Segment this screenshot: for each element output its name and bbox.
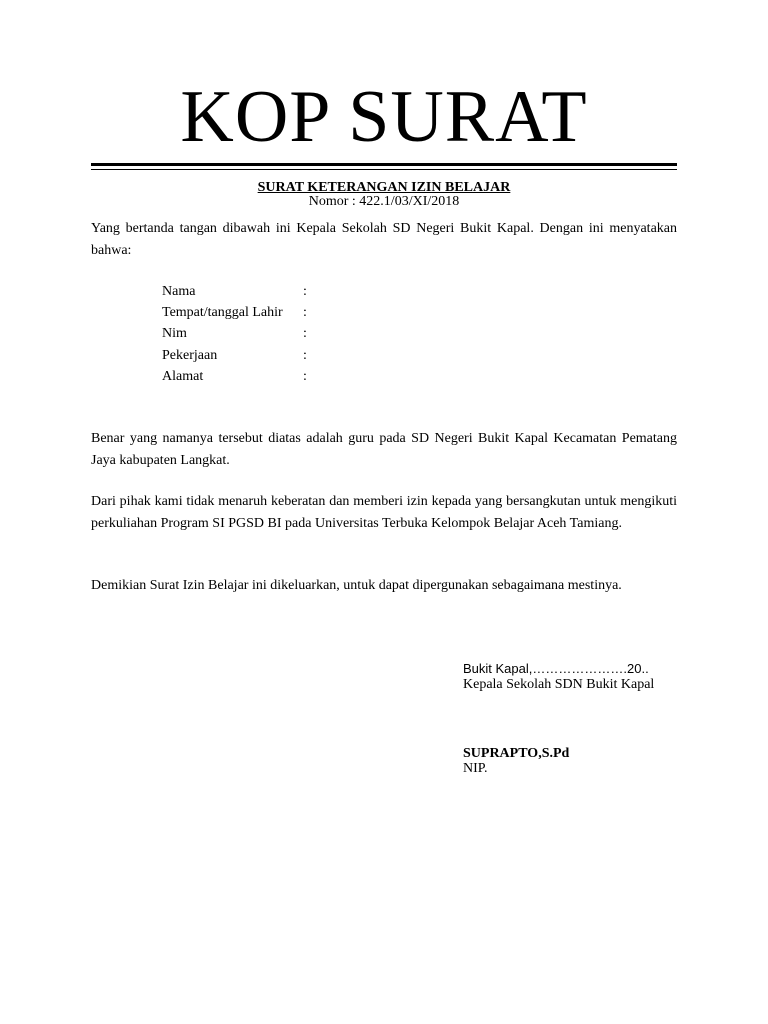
signatory-nip: NIP. xyxy=(463,761,488,776)
field-label: Tempat/tanggal Lahir xyxy=(162,305,283,321)
closing-paragraph: Demikian Surat Izin Belajar ini dikeluarkan, untuk dapat dipergunakan sebagaimana mestinya. xyxy=(91,578,622,593)
field-row-tempat-tanggal-lahir xyxy=(162,302,323,323)
letterhead-title: KOP SURAT xyxy=(180,76,588,158)
letterhead-rule-thick xyxy=(91,163,677,166)
signature-place: Bukit Kapal, xyxy=(463,661,533,676)
field-label: Alamat xyxy=(162,368,204,384)
field-separator: : xyxy=(303,284,307,299)
signature-year: 20.. xyxy=(627,661,649,676)
field-separator: : xyxy=(303,347,307,363)
permission-paragraph: Dari pihak kami tidak menaruh keberatan dan memberi izin kepada yang bersangkutan untuk mengikuti perkuliahan Program SI PGSD BI pada Universitas Terbuka Kelompok Belajar Aceh Tamiang. xyxy=(91,494,677,531)
field-separator: : xyxy=(303,305,307,321)
signature-role: Kepala Sekolah SDN Bukit Kapal xyxy=(463,677,655,692)
field-row-nama xyxy=(162,281,323,302)
identity-fields-table xyxy=(162,281,323,387)
field-label: Nim xyxy=(162,326,187,342)
field-row-pekerjaan xyxy=(162,345,323,366)
document-title: SURAT KETERANGAN IZIN BELAJAR xyxy=(257,180,511,195)
signature-place-date xyxy=(463,661,649,677)
statement-paragraph: Benar yang namanya tersebut diatas adalah guru pada SD Negeri Bukit Kapal Kecamatan Pematang Jaya kabupaten Langkat. xyxy=(91,431,677,468)
signatory-name: SUPRAPTO,S.Pd xyxy=(463,746,570,761)
field-separator: : xyxy=(303,368,307,384)
letterhead-rule-thin xyxy=(91,169,677,170)
field-label: Nama xyxy=(162,284,196,299)
intro-paragraph: Yang bertanda tangan dibawah ini Kepala Sekolah SD Negeri Bukit Kapal. Dengan ini menyatakan bahwa: xyxy=(91,221,677,258)
document-number: Nomor : 422.1/03/XI/2018 xyxy=(308,194,460,209)
field-row-nim xyxy=(162,323,323,344)
field-row-alamat xyxy=(162,366,323,387)
field-separator: : xyxy=(303,326,307,342)
field-label: Pekerjaan xyxy=(162,347,218,363)
signature-date-blank: …………………. xyxy=(532,661,627,676)
